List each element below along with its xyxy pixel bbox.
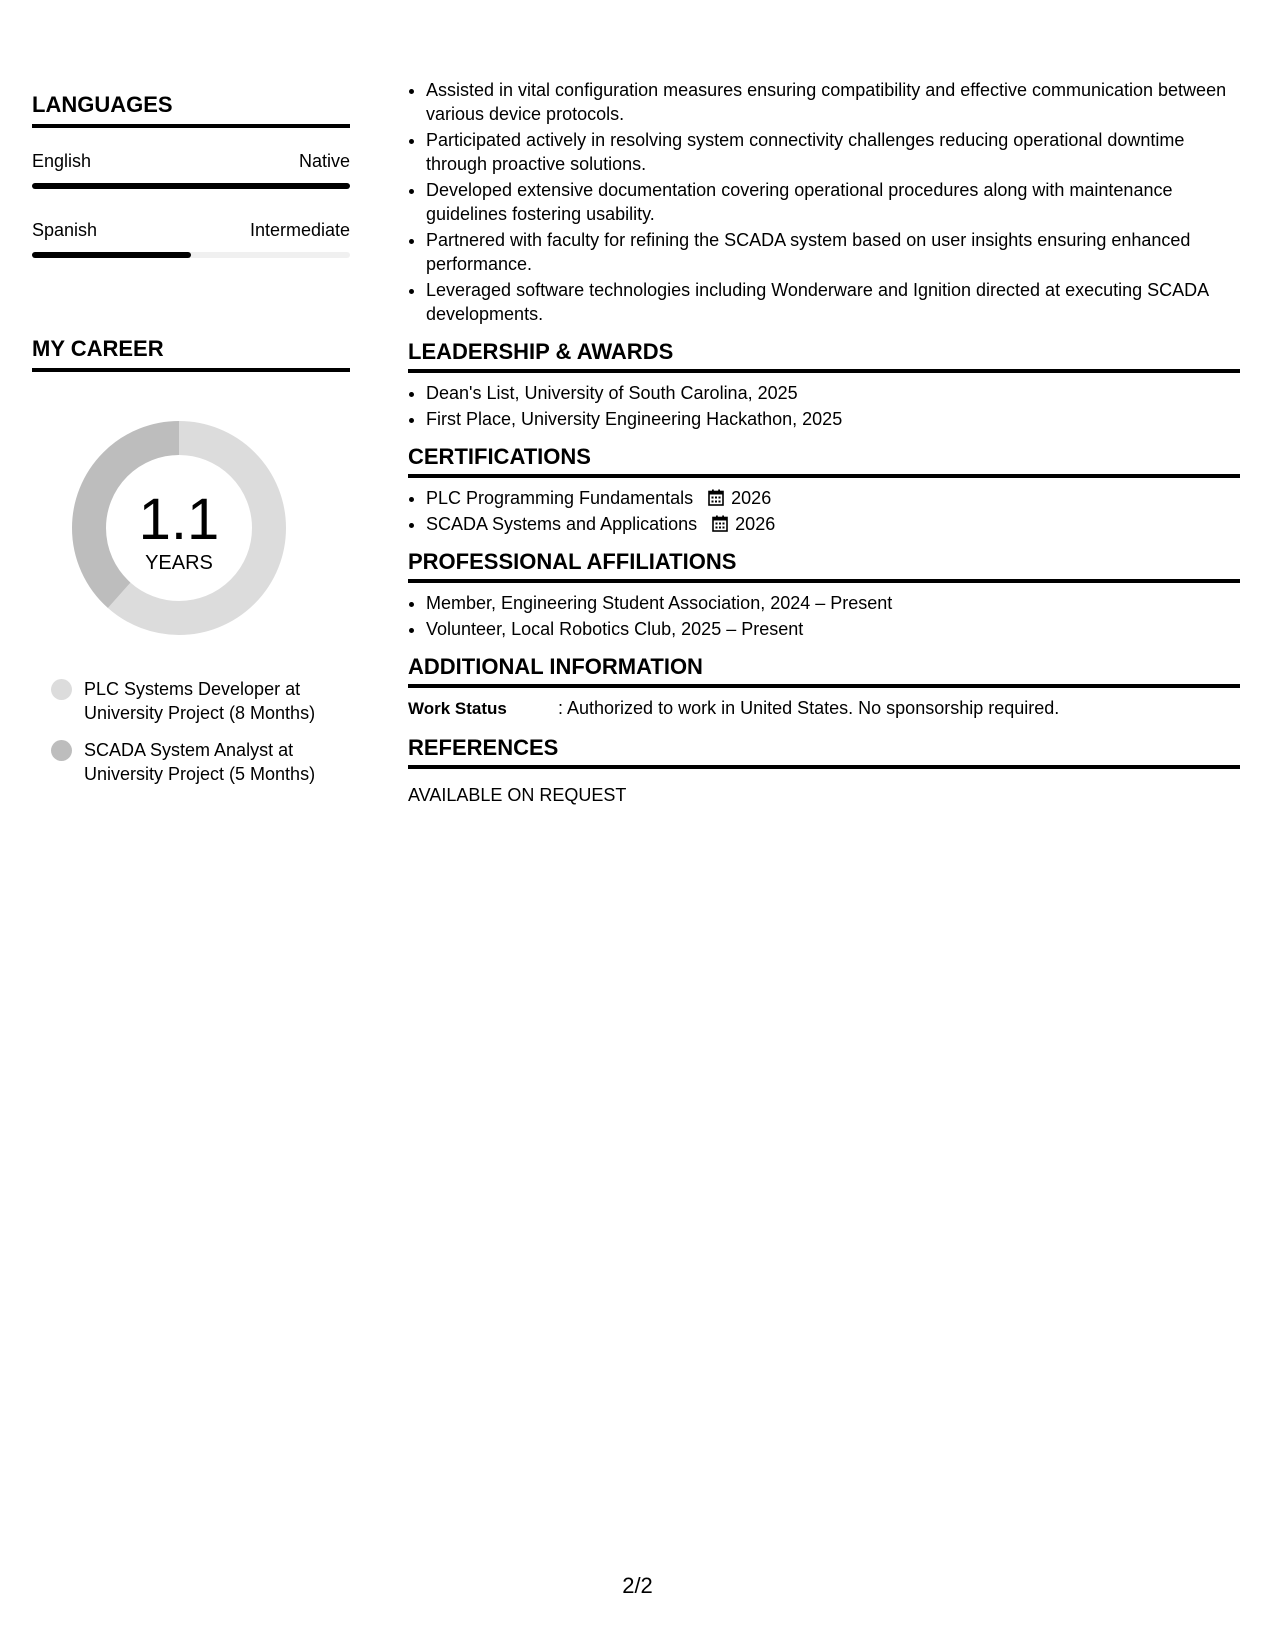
leadership-item: • Dean's List, University of South Carolina, 2025 xyxy=(426,381,1240,405)
leadership-item: • First Place, University Engineering Hackathon, 2025 xyxy=(426,407,1240,431)
career-total-unit: YEARS xyxy=(145,552,213,574)
career-legend xyxy=(32,677,350,786)
experience-bullet: • Participated actively in resolving system connectivity challenges reducing operational downtime through proactive solutions. xyxy=(426,128,1240,176)
language-item-english xyxy=(32,150,350,189)
calendar-icon xyxy=(712,515,728,532)
certifications-heading: CERTIFICATIONS xyxy=(408,444,591,469)
language-name: Spanish xyxy=(32,220,98,240)
experience-bullet: • Leveraged software technologies including Wonderware and Ignition directed at executing SCADA developments. xyxy=(426,278,1240,326)
language-level: Intermediate xyxy=(249,220,350,240)
leadership-heading: LEADERSHIP & AWARDS xyxy=(408,339,674,364)
certifications-section xyxy=(408,445,1240,536)
references-text: AVAILABLE ON REQUEST xyxy=(408,785,627,805)
left-column xyxy=(32,92,350,786)
affiliation-item: • Volunteer, Local Robotics Club, 2025 – Present xyxy=(426,617,1240,641)
experience-bullet: • Assisted in vital configuration measures ensuring compatibility and effective communication between various device protocols. xyxy=(426,78,1240,126)
additional-info-heading: ADDITIONAL INFORMATION xyxy=(408,654,703,679)
legend-dot-icon xyxy=(51,740,72,761)
career-section xyxy=(32,336,350,786)
career-legend-label: PLC Systems Developer at University Project (8 Months) xyxy=(84,679,316,723)
work-status-value: : Authorized to work in United States. No sponsorship required. xyxy=(558,698,1060,718)
certification-year: 2026 xyxy=(731,488,772,508)
certification-year: 2026 xyxy=(735,514,776,534)
certifications-list xyxy=(408,486,1240,536)
additional-info-heading-rule xyxy=(408,684,1240,688)
references-heading-rule xyxy=(408,765,1240,769)
page-number: 2/2 xyxy=(622,1573,653,1598)
right-column xyxy=(408,78,1240,807)
career-donut-chart xyxy=(66,415,292,641)
language-item-spanish xyxy=(32,219,350,258)
certification-name: SCADA Systems and Applications xyxy=(426,514,698,534)
affiliations-list xyxy=(408,591,1240,641)
career-heading-rule xyxy=(32,368,350,372)
experience-bullet-list xyxy=(408,78,1240,326)
language-proficiency-bar xyxy=(32,252,350,258)
affiliations-heading: PROFESSIONAL AFFILIATIONS xyxy=(408,549,737,574)
calendar-icon xyxy=(708,489,724,506)
career-legend-item xyxy=(51,677,350,725)
language-name: English xyxy=(32,151,92,171)
additional-info-section xyxy=(408,655,1240,722)
career-heading: MY CAREER xyxy=(32,336,164,361)
certification-name: PLC Programming Fundamentals xyxy=(426,488,694,508)
career-legend-item xyxy=(51,738,350,786)
leadership-list xyxy=(408,381,1240,431)
leadership-heading-rule xyxy=(408,369,1240,373)
career-legend-label: SCADA System Analyst at University Project (5 Months) xyxy=(84,740,316,784)
language-proficiency-fill xyxy=(32,183,350,189)
references-section xyxy=(408,736,1240,807)
certifications-heading-rule xyxy=(408,474,1240,478)
language-proficiency-bar xyxy=(32,183,350,189)
leadership-section xyxy=(408,340,1240,431)
work-status-key: Work Status xyxy=(408,699,507,718)
certification-item xyxy=(426,486,1240,510)
languages-section xyxy=(32,92,350,258)
experience-bullet: • Partnered with faculty for refining the SCADA system based on user insights ensuring enhanced performance. xyxy=(426,228,1240,276)
references-heading: REFERENCES xyxy=(408,735,559,760)
language-level: Native xyxy=(298,151,350,171)
languages-heading: LANGUAGES xyxy=(32,92,173,117)
career-donut-center xyxy=(66,415,292,641)
language-proficiency-fill xyxy=(32,252,191,258)
affiliation-item: • Member, Engineering Student Association, 2024 – Present xyxy=(426,591,1240,615)
experience-bullet: • Developed extensive documentation covering operational procedures along with maintenance guidelines fostering usability. xyxy=(426,178,1240,226)
legend-dot-icon xyxy=(51,679,72,700)
career-total-value: 1.1 xyxy=(138,487,220,552)
languages-heading-rule xyxy=(32,124,350,128)
work-status-row xyxy=(408,696,1240,722)
certification-item xyxy=(426,512,1240,536)
affiliations-section xyxy=(408,550,1240,641)
affiliations-heading-rule xyxy=(408,579,1240,583)
